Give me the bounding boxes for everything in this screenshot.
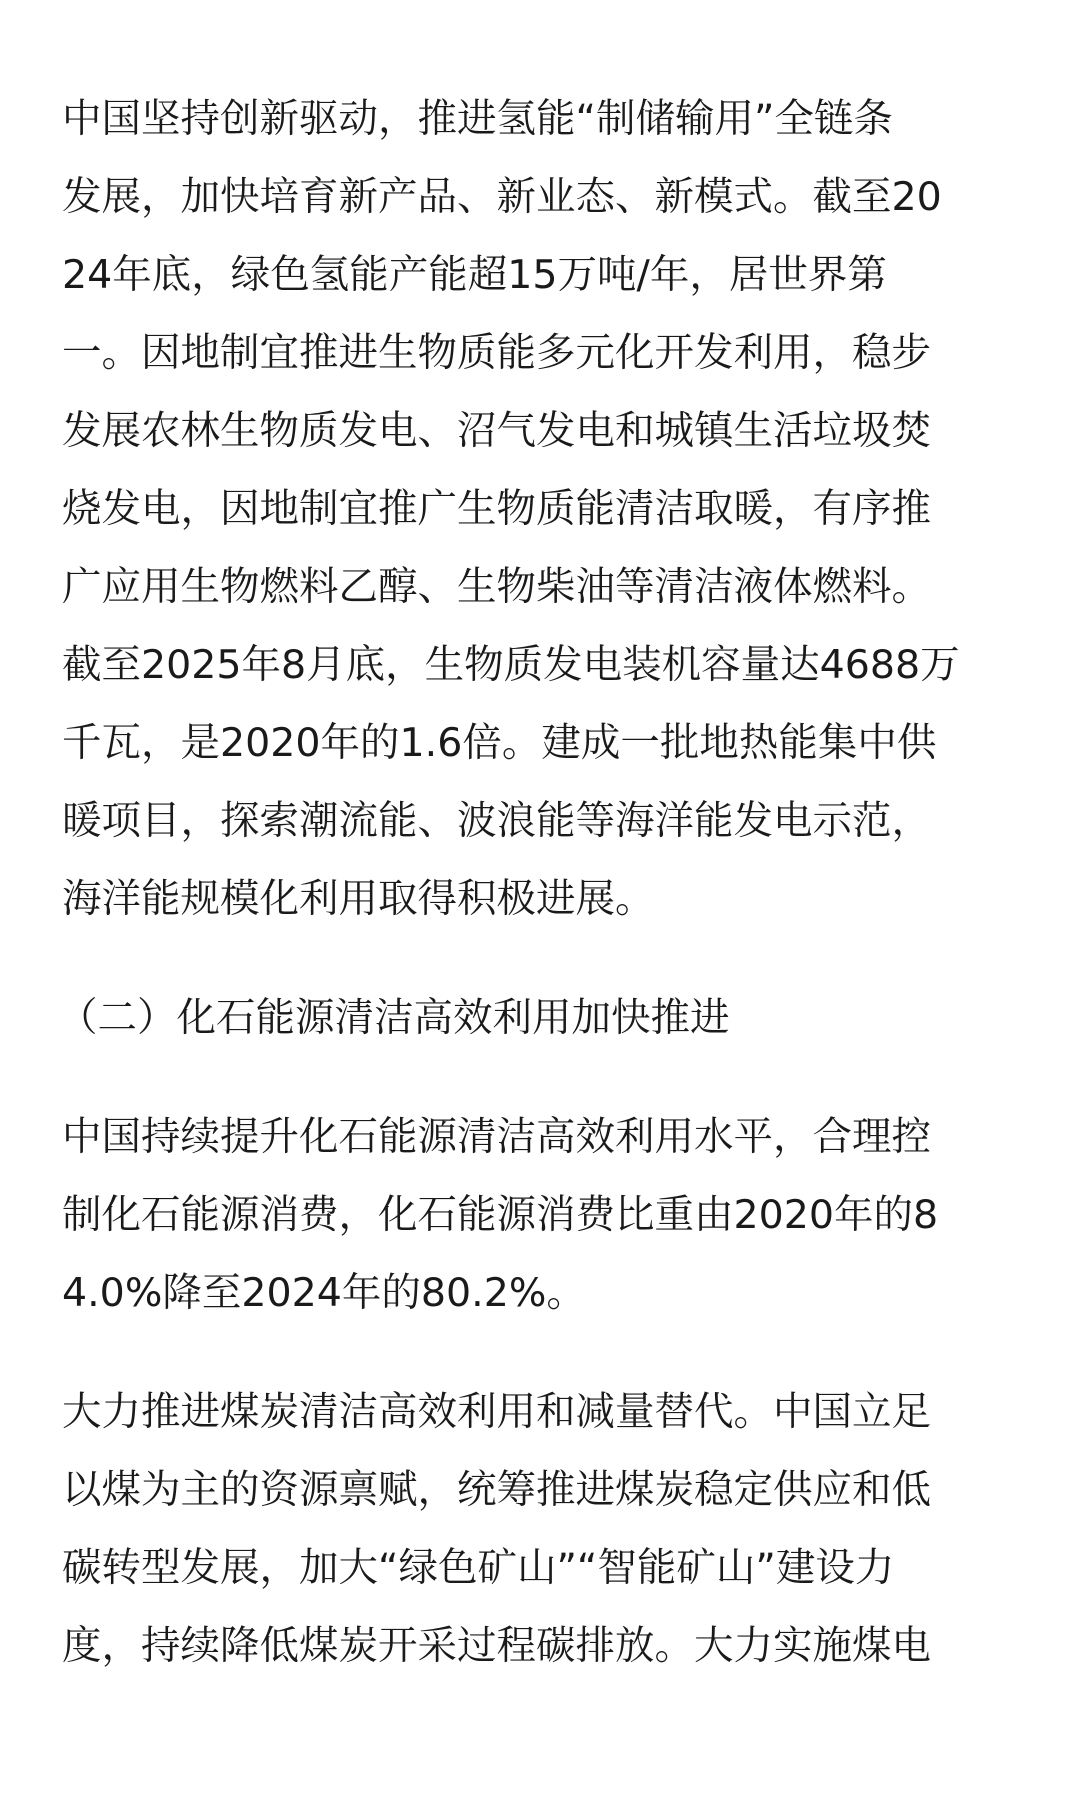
paragraph-fossil-energy [62, 1098, 1022, 1332]
text-line: 广应用生物燃料乙醇、生物柴油等清洁液体燃料。 [62, 564, 931, 610]
text-line: 发展，加快培育新产品、新业态、新模式。截至20 [62, 174, 942, 220]
text-line: 千瓦，是2020年的1.6倍。建成一批地热能集中供 [62, 720, 937, 766]
text-line: 制化石能源消费，化石能源消费比重由2020年的8 [62, 1192, 939, 1238]
text-line: 暖项目，探索潮流能、波浪能等海洋能发电示范， [62, 798, 931, 844]
text-line: 中国坚持创新驱动，推进氢能“制储输用”全链条 [62, 96, 893, 142]
text-line: 截至2025年8月底，生物质发电装机容量达4688万 [62, 642, 960, 688]
text-line: 海洋能规模化利用取得积极进展。 [62, 876, 655, 922]
text-line: 24年底，绿色氢能产能超15万吨/年，居世界第 [62, 252, 887, 298]
text-line: 中国持续提升化石能源清洁高效利用水平，合理控 [62, 1114, 931, 1160]
text-line: 度，持续降低煤炭开采过程碳排放。大力实施煤电 [62, 1623, 931, 1669]
text-line: 以煤为主的资源禀赋，统筹推进煤炭稳定供应和低 [62, 1467, 931, 1513]
section-heading: （二）化石能源清洁高效利用加快推进 [58, 995, 730, 1041]
section-heading-block [58, 979, 1022, 1057]
paragraph-coal [62, 1373, 1022, 1685]
text-line: 发展农林生物质发电、沼气发电和城镇生活垃圾焚 [62, 408, 931, 454]
article-body [58, 80, 1022, 1685]
text-line: 大力推进煤炭清洁高效利用和减量替代。中国立足 [62, 1389, 931, 1435]
text-line: 碳转型发展，加大“绿色矿山”“智能矿山”建设力 [62, 1545, 895, 1591]
text-line: 一。因地制宜推进生物质能多元化开发利用，稳步 [62, 330, 931, 376]
paragraph-hydrogen-biomass [62, 80, 1022, 938]
text-line: 烧发电，因地制宜推广生物质能清洁取暖，有序推 [62, 486, 931, 532]
text-line: 4.0%降至2024年的80.2%。 [62, 1270, 586, 1316]
